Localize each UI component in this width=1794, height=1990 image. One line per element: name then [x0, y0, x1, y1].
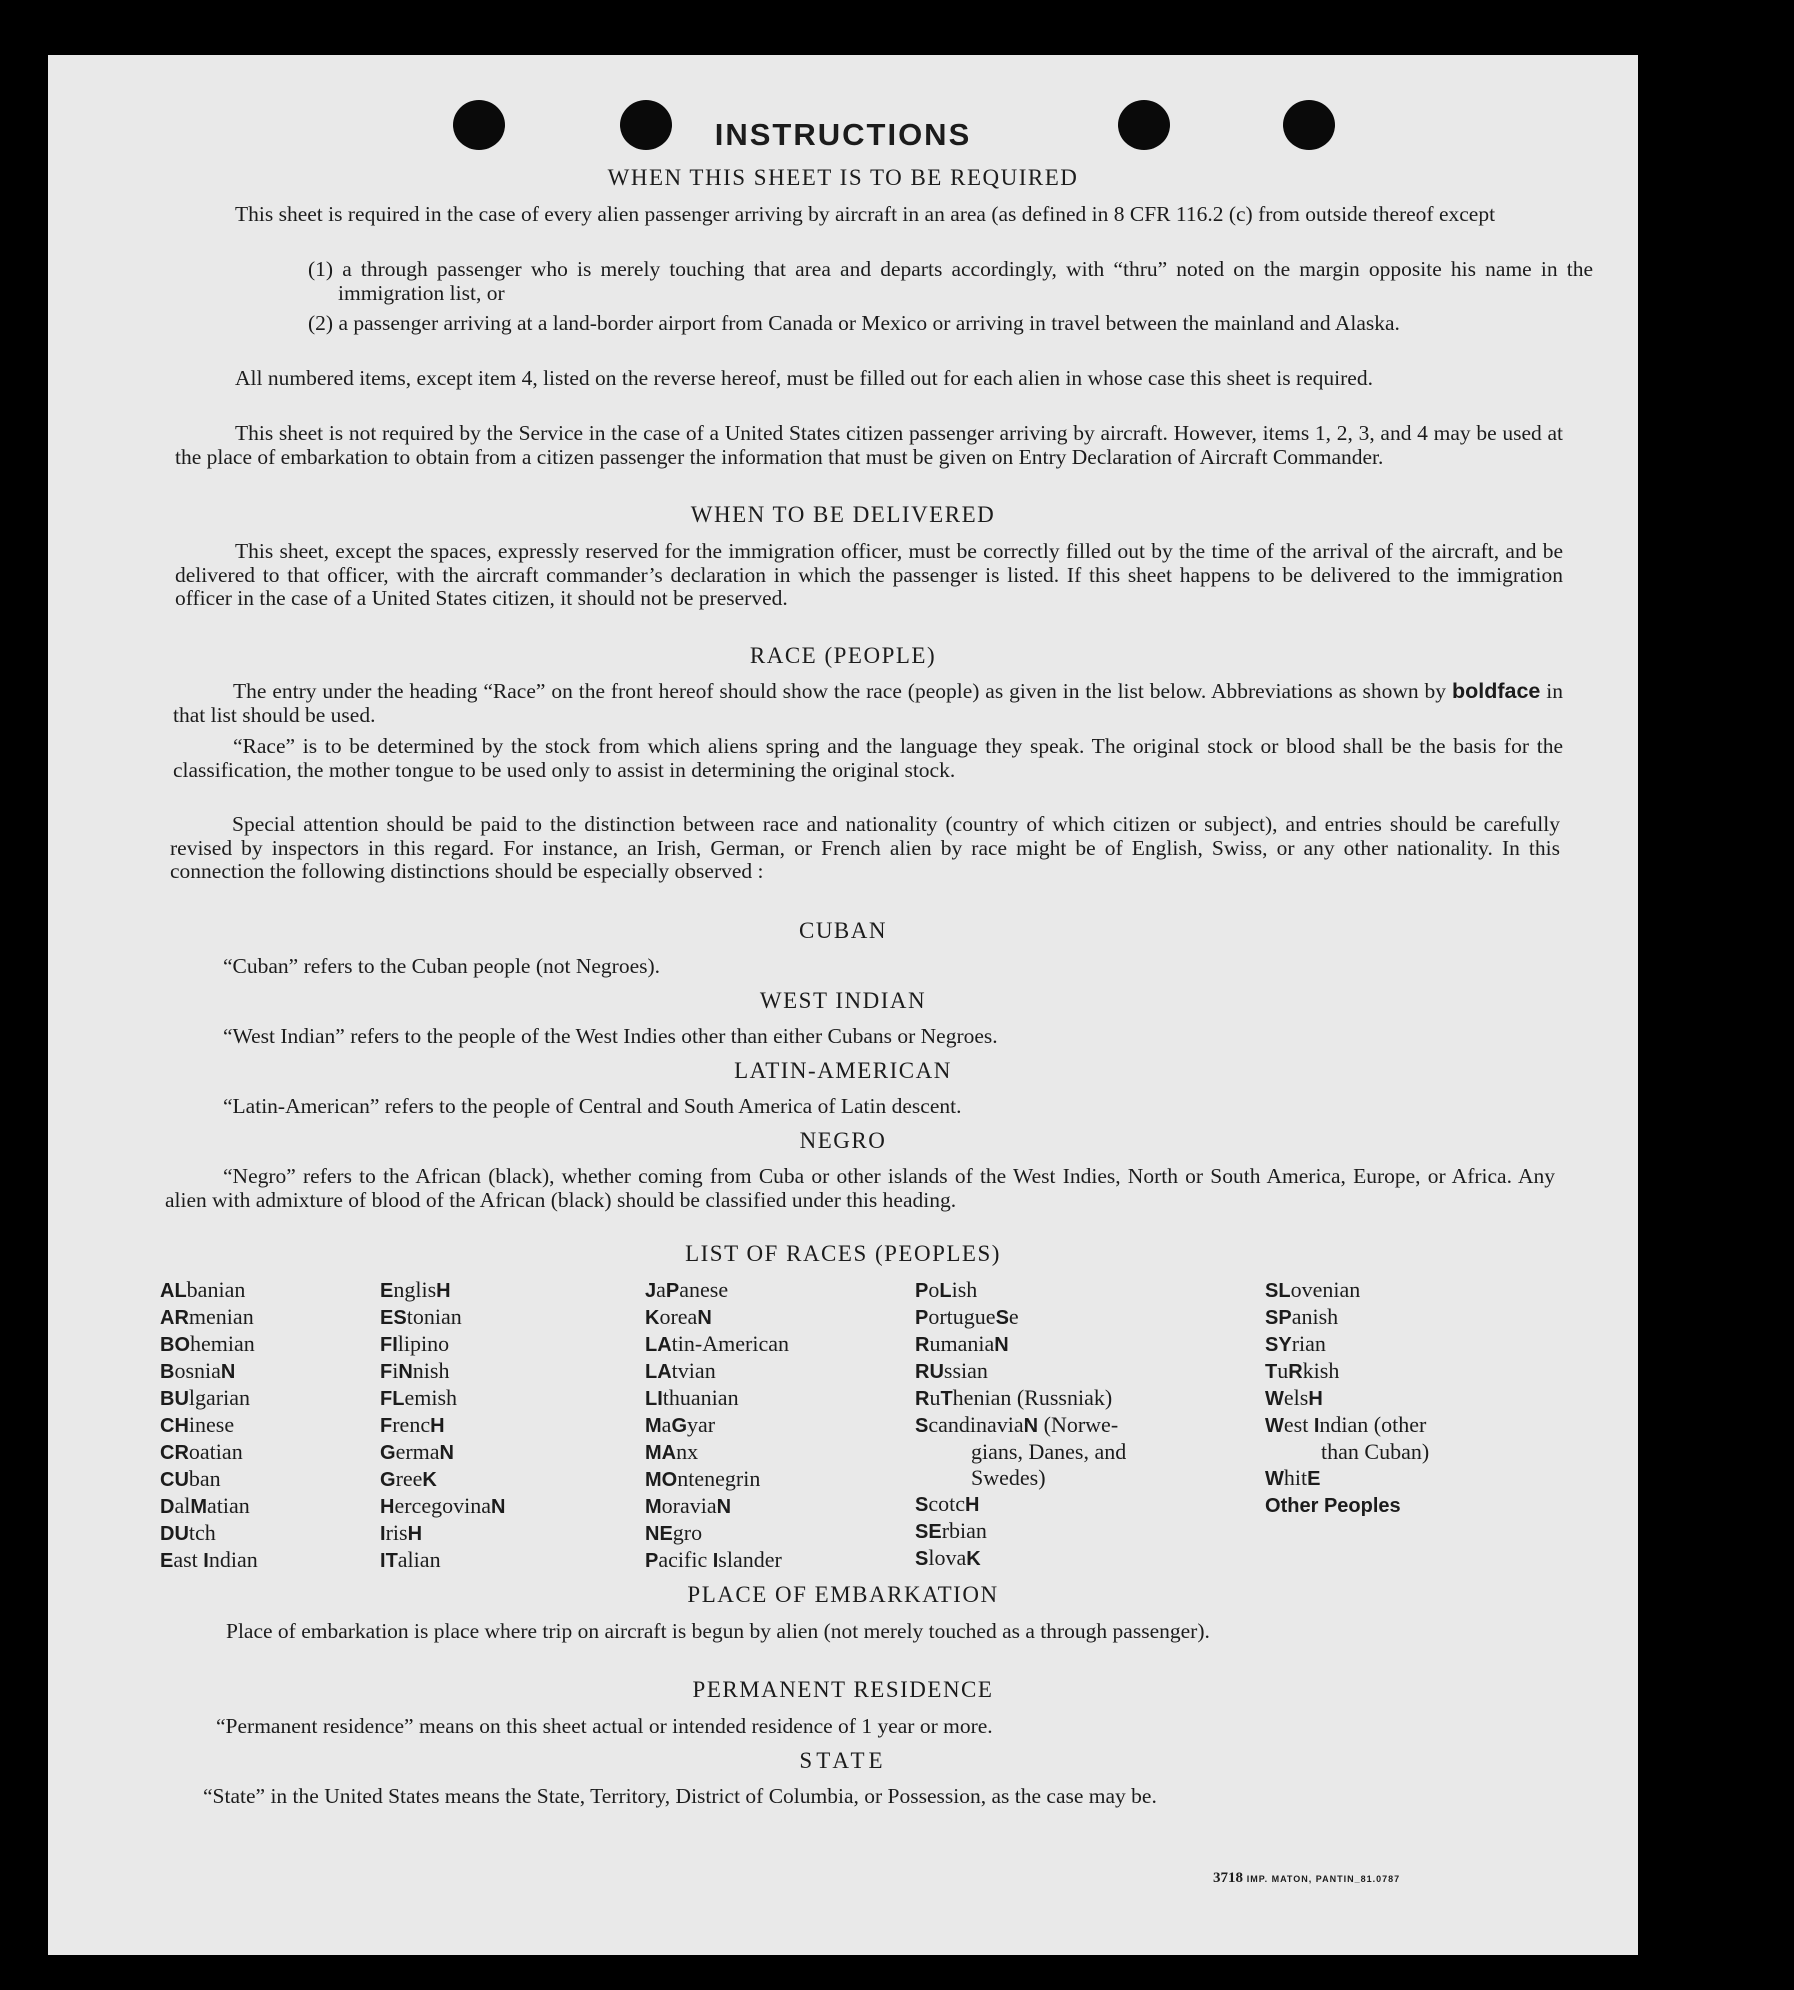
race-entry: RUssian: [915, 1358, 988, 1383]
race-entry: FLemish: [380, 1385, 458, 1410]
race-entry: East Indian: [160, 1547, 258, 1572]
race-entry: MAnx: [645, 1439, 699, 1464]
heading-race: RACE (PEOPLE): [749, 643, 937, 668]
race-entry: LIthuanian: [645, 1385, 739, 1410]
required-item-2: (2) a passenger arriving at a land-border airport from Canada or Mexico or arriving in travel between the mainland and Alaska.: [308, 311, 1400, 335]
boldface-word: boldface: [1451, 679, 1541, 703]
negro-paragraph: “Negro” refers to the African (black), whether coming from Cuba or other islands of the West Indies, North or South America, Europe, or Africa. Any alien with admixture of blood of the African (black) should be classified under this heading.: [165, 1164, 1555, 1212]
race-entry: BUlgarian: [160, 1385, 251, 1410]
race-entry: Swedes): [971, 1465, 1046, 1490]
state-paragraph: “State” in the United States means the State, Territory, District of Columbia, or Possession, as the case may be.: [203, 1784, 1157, 1808]
required-paragraph-1: This sheet is required in the case of every alien passenger arriving by aircraft in an area (as defined in 8 CFR 116.2 (c) from outside thereof except: [235, 202, 1496, 226]
heading-state: STATE: [799, 1748, 887, 1773]
race-entry: DalMatian: [160, 1493, 250, 1518]
latin-american-paragraph: “Latin-American” refers to the people of Central and South America of Latin descent.: [223, 1094, 962, 1118]
heading-delivered: WHEN TO BE DELIVERED: [690, 502, 996, 527]
race-entry: SPanish: [1265, 1304, 1339, 1329]
races-column-3: [645, 1277, 789, 1574]
race-paragraph-2: “Race” is to be determined by the stock from which aliens spring and the language they speak. The original stock or blood shall be the basis for the classification, the mother tongue to be used only to assist in determining the original stock.: [173, 734, 1563, 782]
race-entry: CHinese: [160, 1412, 235, 1437]
race-entry: BOhemian: [160, 1331, 255, 1356]
race-paragraph-1-a: The entry under the heading “Race” on the front hereof should show the race (people) as given in the list below. Abbreviations as shown by: [233, 679, 1447, 703]
heading-negro: NEGRO: [799, 1128, 887, 1153]
race-entry: LAtin-American: [645, 1331, 790, 1356]
race-entry: FiNnish: [380, 1358, 450, 1383]
race-entry: PortugueSe: [915, 1304, 1019, 1329]
race-paragraph-3: Special attention should be paid to the distinction between race and nationality (country of which citizen or subject), and entries should be carefully revised by inspectors in this regard. For instance, an Irish, German, or French alien by race might be of English, Swiss, or any other nationality. In this connection the following distinctions should be especially observed :: [170, 812, 1560, 883]
race-entry: RumaniaN: [915, 1331, 1009, 1356]
race-entry: ITalian: [380, 1547, 441, 1572]
heading-embarkation: PLACE OF EMBARKATION: [687, 1582, 999, 1607]
race-entry: JaPanese: [645, 1277, 729, 1302]
heading-latin-american: LATIN-AMERICAN: [734, 1058, 952, 1083]
race-entry: CUban: [160, 1466, 221, 1491]
race-entry: GreeK: [380, 1466, 437, 1491]
form-number: 3718: [1213, 1870, 1243, 1886]
race-entry: Pacific Islander: [645, 1547, 782, 1572]
race-entry: TuRkish: [1265, 1358, 1340, 1383]
race-entry: SErbian: [915, 1518, 987, 1543]
race-entry: PoLish: [915, 1277, 978, 1302]
races-column-4: [915, 1277, 1126, 1572]
race-entry: MOntenegrin: [645, 1466, 761, 1491]
race-entry: ScandinaviaN (Norwe-: [915, 1412, 1119, 1437]
cuban-paragraph: “Cuban” refers to the Cuban people (not Negroes).: [223, 954, 661, 978]
embarkation-paragraph: Place of embarkation is place where trip on aircraft is begun by alien (not merely touched as a through passenger).: [226, 1619, 1210, 1643]
race-entry: CRoatian: [160, 1439, 243, 1464]
races-column-1: [160, 1277, 258, 1574]
residence-paragraph: “Permanent residence” means on this sheet actual or intended residence of 1 year or more.: [216, 1714, 993, 1738]
heading-west-indian: WEST INDIAN: [759, 988, 927, 1013]
heading-list-of-races: LIST OF RACES (PEOPLES): [685, 1241, 1001, 1266]
required-paragraph-2: All numbered items, except item 4, listed on the reverse hereof, must be filled out for each alien in whose case this sheet is required.: [235, 366, 1373, 390]
page-title: INSTRUCTIONS: [714, 117, 972, 152]
heading-required: WHEN THIS SHEET IS TO BE REQUIRED: [607, 165, 1079, 190]
race-entry: than Cuban): [1321, 1439, 1430, 1464]
race-entry: SlovaK: [915, 1545, 981, 1570]
heading-permanent-residence: PERMANENT RESIDENCE: [692, 1677, 994, 1702]
race-entry: EnglisH: [380, 1277, 451, 1302]
race-entry: WhitE: [1265, 1465, 1321, 1490]
race-entry: WelsH: [1265, 1385, 1323, 1410]
print-code: [1213, 1870, 1400, 1887]
race-entry: HercegovinaN: [380, 1493, 506, 1518]
race-entry: Other Peoples: [1265, 1495, 1401, 1517]
race-entry: KoreaN: [645, 1304, 712, 1329]
races-column-5: [1265, 1277, 1429, 1519]
race-entry: LAtvian: [645, 1358, 716, 1383]
race-paragraph-1: [173, 680, 1563, 727]
race-entry: FIlipino: [380, 1331, 450, 1356]
races-column-2: [380, 1277, 505, 1574]
race-entry: BosniaN: [160, 1358, 236, 1383]
delivered-paragraph: This sheet, except the spaces, expressly reserved for the immigration officer, must be correctly filled out by the time of the arrival of the aircraft, and be delivered to that officer, with the aircraft commander’s declaration in which the passenger is listed. If this sheet happens to be delivered to the immigration officer in the case of a United States citizen, it should not be preserved.: [175, 539, 1563, 610]
race-entry: MoraviaN: [645, 1493, 732, 1518]
race-entry: FrencH: [380, 1412, 445, 1437]
race-entry: ALbanian: [160, 1277, 246, 1302]
race-entry: MaGyar: [645, 1412, 716, 1437]
race-entry: DUtch: [160, 1520, 216, 1545]
race-entry: ARmenian: [160, 1304, 254, 1329]
race-entry: ScotcH: [915, 1491, 980, 1516]
race-entry: IrisH: [380, 1520, 423, 1545]
required-paragraph-3: This sheet is not required by the Service in the case of a United States citizen passenger arriving by aircraft. However, items 1, 2, 3, and 4 may be used at the place of embarkation to obtain from a citizen passenger the information that must be given on Entry Declaration of Aircraft Commander.: [175, 421, 1563, 469]
race-entry: GermaN: [380, 1439, 454, 1464]
race-entry: NEgro: [645, 1520, 703, 1545]
race-paragraph-1-b: in that list should be used.: [173, 679, 1564, 727]
race-entry: gians, Danes, and: [971, 1439, 1127, 1464]
race-entry: West Indian (other: [1265, 1412, 1427, 1437]
race-entry: SYrian: [1265, 1331, 1326, 1356]
race-entry: SLovenian: [1265, 1277, 1361, 1302]
required-item-1: (1) a through passenger who is merely touching that area and departs accordingly, with “thru” noted on the margin opposite his name in the immigration list, or: [308, 257, 1593, 305]
printer-mark: IMP. MATON, PANTIN_81.0787: [1246, 1874, 1401, 1884]
heading-cuban: CUBAN: [798, 918, 887, 943]
document-sheet: [48, 55, 1638, 1955]
race-entry: RuThenian (Russniak): [915, 1385, 1113, 1410]
west-indian-paragraph: “West Indian” refers to the people of the West Indies other than either Cubans or Negroes.: [223, 1024, 998, 1048]
race-entry: EStonian: [380, 1304, 462, 1329]
